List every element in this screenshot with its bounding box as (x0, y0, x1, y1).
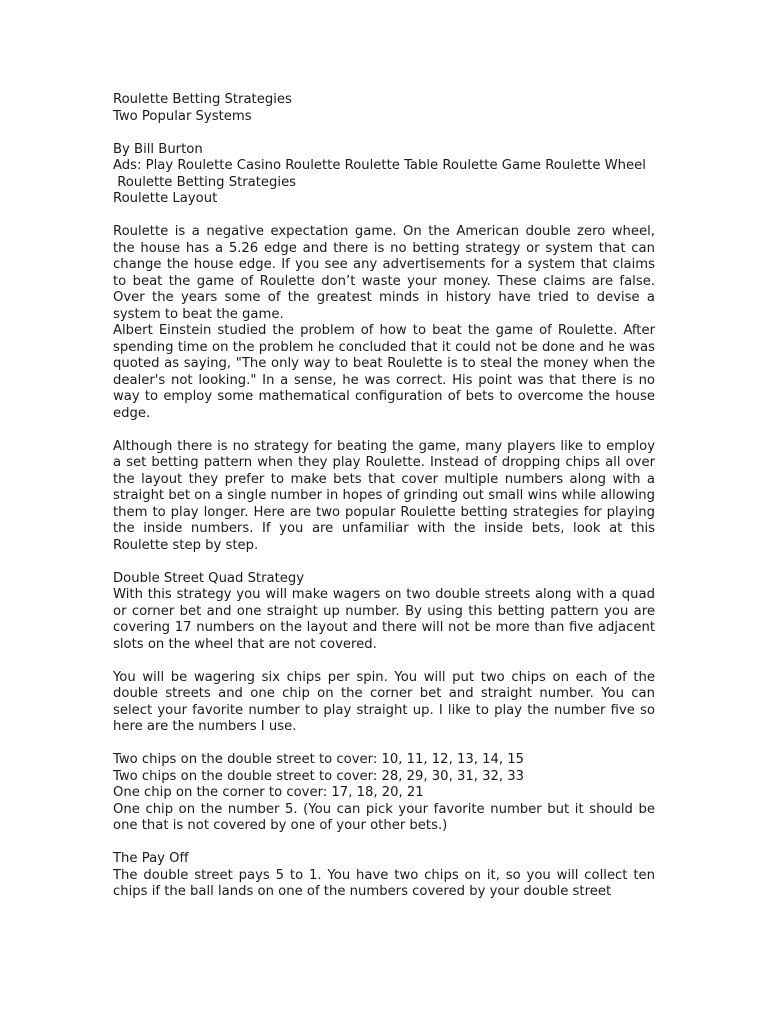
spacer (113, 554, 655, 571)
bet-line-4: One chip on the number 5. (You can pick your favorite number but it should be one that is not covered by one of your other bets.) (113, 801, 655, 833)
paragraph-einstein: Albert Einstein studied the problem of how to beat the game of Roulette. After spending time on the problem he concluded that it could not be done and he was quoted as saying, "The only way to beat Roulette is to steal the money when the dealer's not looking." In a sense, he was correct. His point was that there is no way to employ some mathematical configuration of bets to overcome the house edge. (113, 323, 655, 421)
spacer (113, 125, 655, 142)
ads-line[interactable]: Ads: Play Roulette Casino Roulette Roulette Table Roulette Game Roulette Wheel (113, 158, 646, 173)
author-byline: By Bill Burton (113, 141, 203, 157)
spacer (113, 208, 655, 225)
bet-line-3: One chip on the corner to cover: 17, 18, 20, 21 (113, 785, 424, 800)
document-page (113, 92, 655, 901)
section-heading-payoff: The Pay Off (113, 851, 189, 866)
layout-link[interactable]: Roulette Layout (113, 191, 218, 206)
section-heading-double-street: Double Street Quad Strategy (113, 570, 305, 586)
spacer (113, 736, 655, 753)
document-subtitle: Two Popular Systems (113, 108, 252, 124)
spacer (113, 653, 655, 670)
bet-line-1: Two chips on the double street to cover: 10, 11, 12, 13, 14, 15 (113, 752, 525, 767)
bet-line-2: Two chips on the double street to cover: 28, 29, 30, 31, 32, 33 (113, 768, 525, 784)
paragraph-wagering: You will be wagering six chips per spin. You will put two chips on each of the double streets and one chip on the corner bet and straight number. You can select your favorite number to play straight up. I like to play the number five so here are the numbers I use. (113, 669, 655, 734)
document-title: Roulette Betting Strategies (113, 92, 292, 107)
spacer (113, 835, 655, 852)
spacer (113, 422, 655, 439)
paragraph-strategies: Although there is no strategy for beating the game, many players like to employ a set betting pattern when they play Roulette. Instead of dropping chips all over the layout they prefer to make bets that cover multiple numbers along with a straight bet on a single number in hopes of grinding out small wins while allowing them to play longer. Here are two popular Roulette betting strategies for playing the inside numbers. If you are unfamiliar with the inside bets, look at this Roulette step by step. (113, 438, 655, 553)
paragraph-double-street: With this strategy you will make wagers on two double streets along with a quad or corner bet and one straight up number. By using this betting pattern you are covering 17 numbers on the layout and there will not be more than five adjacent slots on the wheel that are not covered. (113, 587, 655, 652)
paragraph-intro: Roulette is a negative expectation game. On the American double zero wheel, the house has a 5.26 edge and there is no betting strategy or system that can change the house edge. If you see any advertisements for a system that claims to beat the game of Roulette don’t waste your money. These claims are false. Over the years some of the greatest minds in history have tried to devise a system to beat the game. (113, 224, 655, 322)
paragraph-payoff: The double street pays 5 to 1. You have two chips on it, so you will collect ten chips if the ball lands on one of the numbers covered by your double street (113, 867, 655, 899)
strategies-link[interactable]: Roulette Betting Strategies (113, 174, 297, 190)
